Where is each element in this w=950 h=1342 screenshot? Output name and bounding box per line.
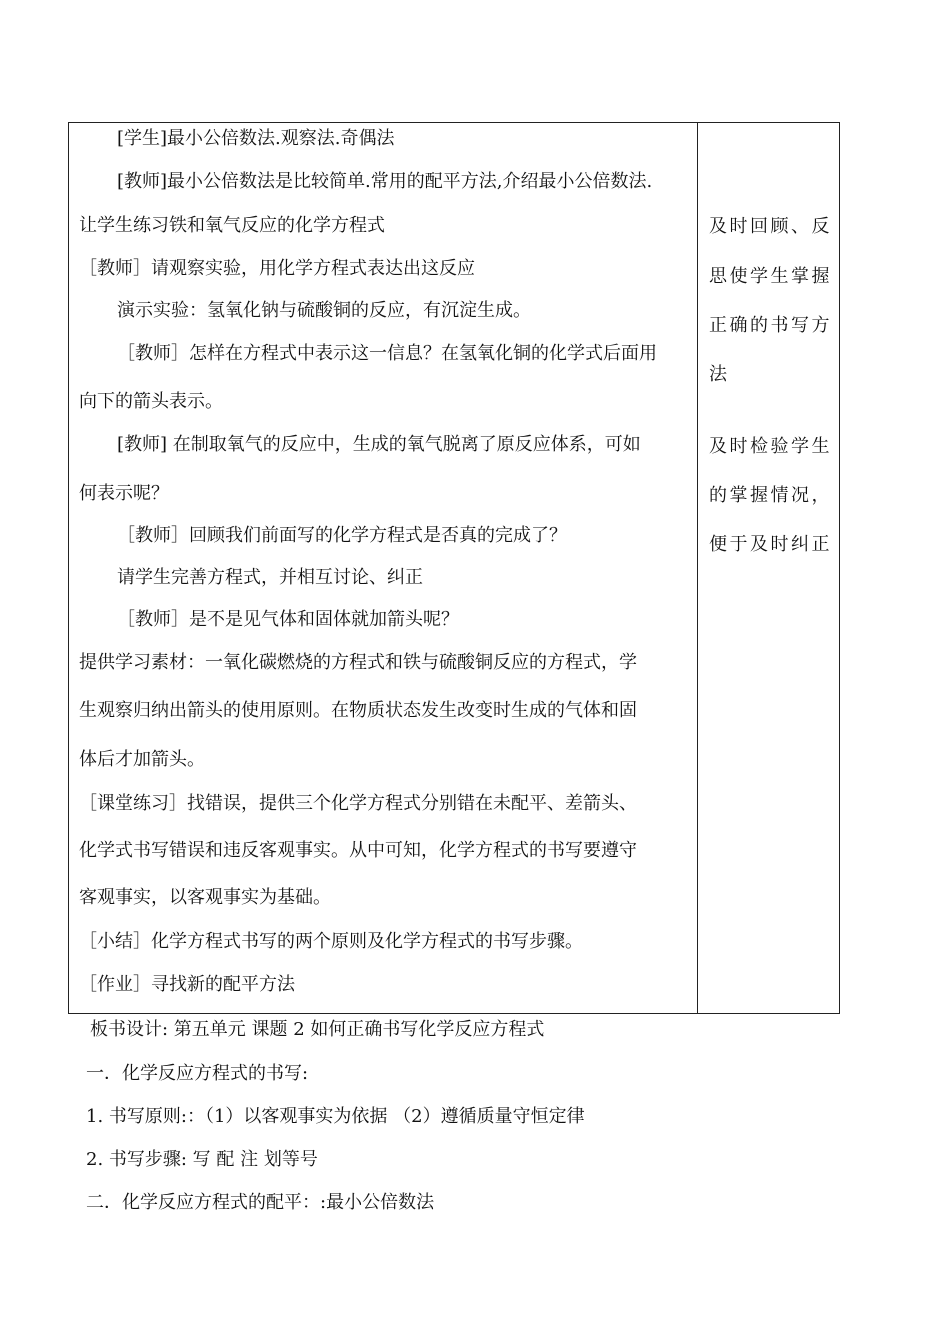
side-note: 及时回顾、反 xyxy=(709,216,832,237)
lesson-line: 客观事实，以客观事实为基础。 xyxy=(79,887,331,908)
lesson-line: ［教师］怎样在方程式中表示这一信息？在氢氧化铜的化学式后面用 xyxy=(117,343,657,364)
lesson-line: 演示实验：氢氧化钠与硫酸铜的反应，有沉淀生成。 xyxy=(117,300,531,321)
side-note: 的掌握情况， xyxy=(709,485,832,506)
lesson-line: 提供学习素材：一氧化碳燃烧的方程式和铁与硫酸铜反应的方程式，学 xyxy=(79,652,637,673)
lesson-line: [教师]最小公倍数法是比较简单.常用的配平方法,介绍最小公倍数法. xyxy=(117,171,653,192)
lesson-line: 请学生完善方程式，并相互讨论、纠正 xyxy=(117,567,423,588)
side-note: 思使学生掌握 xyxy=(709,266,832,287)
side-note: 便于及时纠正 xyxy=(709,534,832,555)
lesson-line: ［作业］寻找新的配平方法 xyxy=(79,974,295,995)
board-line: 2. 书写步骤: 写 配 注 划等号 xyxy=(86,1149,318,1170)
side-note: 及时检验学生 xyxy=(709,436,832,457)
board-line: 1. 书写原则:：（1）以客观事实为依据 （2）遵循质量守恒定律 xyxy=(86,1106,585,1127)
board-line: 一．化学反应方程式的书写: xyxy=(86,1063,309,1084)
lesson-line: 让学生练习铁和氧气反应的化学方程式 xyxy=(79,215,385,236)
lesson-line: ［教师］是不是见气体和固体就加箭头呢？ xyxy=(117,609,459,630)
lesson-line: 何表示呢？ xyxy=(79,483,169,504)
lesson-line: 生观察归纳出箭头的使用原则。在物质状态发生改变时生成的气体和固 xyxy=(79,700,637,721)
lesson-line: [教师] 在制取氧气的反应中，生成的氧气脱离了原反应体系，可如 xyxy=(117,434,641,455)
lesson-line: ［教师］请观察实验，用化学方程式表达出这反应 xyxy=(79,258,475,279)
lesson-line: 化学式书写错误和违反客观事实。从中可知，化学方程式的书写要遵守 xyxy=(79,840,637,861)
lesson-line: 体后才加箭头。 xyxy=(79,749,205,770)
board-line: 二．化学反应方程式的配平：:最小公倍数法 xyxy=(86,1192,435,1213)
lesson-table xyxy=(68,122,840,1014)
column-divider xyxy=(697,123,698,1013)
lesson-line: 向下的箭头表示。 xyxy=(79,391,223,412)
board-design-title: 板书设计: 第五单元 课题 2 如何正确书写化学反应方程式 xyxy=(90,1019,545,1040)
side-note: 正确的书写方 xyxy=(709,315,832,336)
side-note: 法 xyxy=(709,364,730,385)
lesson-line: [学生]最小公倍数法.观察法.奇偶法 xyxy=(117,128,395,149)
lesson-line: ［课堂练习］找错误，提供三个化学方程式分别错在未配平、差箭头、 xyxy=(79,793,637,814)
lesson-line: ［小结］化学方程式书写的两个原则及化学方程式的书写步骤。 xyxy=(79,931,583,952)
lesson-line: ［教师］回顾我们前面写的化学方程式是否真的完成了？ xyxy=(117,525,567,546)
